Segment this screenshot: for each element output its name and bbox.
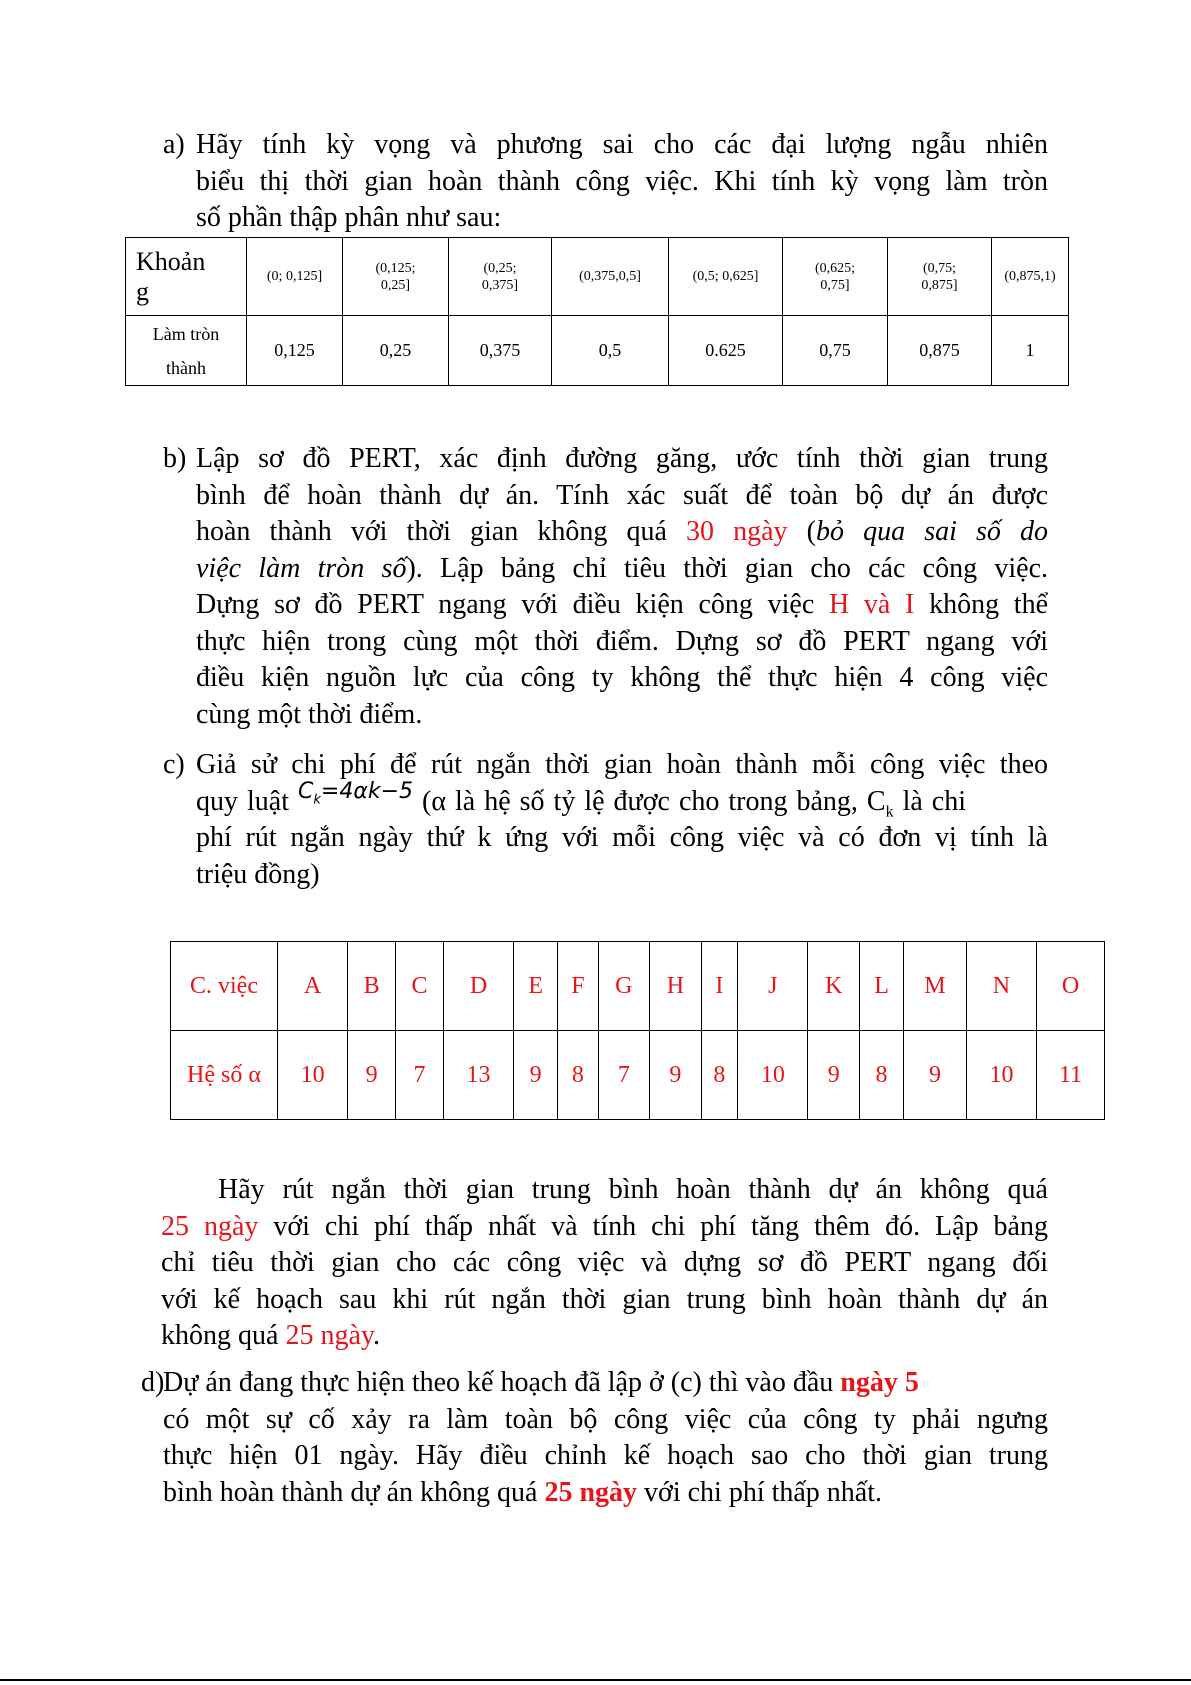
- italic-note: bỏ qua sai số do: [815, 516, 1048, 547]
- rounding-header-cell: [126, 238, 247, 316]
- deadline-25-days: 25 ngày: [161, 1210, 259, 1242]
- part-c-cont-line: chỉ tiêu thời gian cho các công việc và dựng sơ đồ PERT ngang đối: [161, 1247, 1048, 1278]
- text: ). Lập bảng chỉ tiêu thời gian cho các công việc.: [406, 552, 1048, 584]
- formula-c: C: [298, 778, 314, 804]
- interval-cell: [449, 238, 552, 316]
- part-c-line: [196, 778, 1048, 821]
- tasks-h-i: H và I: [828, 589, 915, 620]
- interval-cell: [783, 238, 888, 316]
- alpha-value: 10: [966, 1031, 1036, 1120]
- task-name: N: [966, 942, 1036, 1031]
- header-label-2: g: [136, 276, 149, 306]
- text: không thể: [914, 589, 1049, 620]
- interval-text: (0,5; 0,625]: [692, 269, 759, 284]
- part-b-line: [196, 514, 1048, 551]
- task-name: D: [443, 942, 513, 1031]
- part-b-text: [196, 441, 1048, 733]
- alpha-value: 9: [514, 1031, 558, 1120]
- alpha-value: 7: [598, 1031, 650, 1120]
- alpha-value: 10: [738, 1031, 808, 1120]
- task-name: G: [598, 942, 650, 1031]
- interval-cell: [247, 238, 343, 316]
- alpha-value: 10: [278, 1031, 348, 1120]
- alpha-value: 8: [860, 1031, 904, 1120]
- alpha-value: 8: [701, 1031, 738, 1120]
- round-label-2: thành: [166, 357, 206, 378]
- part-b-line: bình để hoàn thành dự án. Tính xác suất để toàn bộ dự án được: [196, 479, 1048, 511]
- part-c-cont-line: [161, 1209, 1048, 1246]
- interval-text: (0,25;: [483, 260, 517, 276]
- text: hoàn thành với thời gian không quá: [196, 516, 686, 547]
- part-c-text: [196, 747, 1048, 893]
- alpha-value: 9: [650, 1031, 702, 1120]
- part-a-line: biểu thị thời gian hoàn thành công việc. Khi tính kỳ vọng làm tròn: [196, 165, 1048, 197]
- task-name: F: [558, 942, 598, 1031]
- task-name: E: [514, 942, 558, 1031]
- rounded-value: 0,5: [552, 316, 669, 386]
- deadline-25-days: 25 ngày: [544, 1476, 638, 1508]
- text: với chi phí thấp nhất và tính chi phí tăng thêm đó. Lập bảng: [258, 1210, 1048, 1242]
- interval-text: 0,375]: [481, 277, 519, 293]
- part-d-label: d): [141, 1367, 165, 1398]
- task-name: L: [860, 942, 904, 1031]
- formula-sub: k: [313, 791, 321, 807]
- task-name: A: [278, 942, 348, 1031]
- part-d-line: [163, 1365, 1048, 1402]
- alpha-row-label: Hệ số α: [171, 1031, 278, 1120]
- text: không quá: [161, 1320, 286, 1351]
- interval-text: (0; 0,125]: [266, 269, 323, 284]
- footer-divider: [0, 1679, 1191, 1681]
- task-name: B: [348, 942, 396, 1031]
- formula-rest: =4αk−5: [320, 778, 414, 804]
- interval-text: (0,375,0,5]: [579, 269, 641, 284]
- alpha-value: 9: [904, 1031, 967, 1120]
- part-d-line: [163, 1475, 1048, 1512]
- alpha-value: 8: [558, 1031, 598, 1120]
- part-c-cont-line: [161, 1318, 1048, 1355]
- alpha-value: 9: [808, 1031, 860, 1120]
- italic-note: việc làm tròn số: [196, 552, 407, 584]
- part-c-cont-text: [161, 1172, 1048, 1355]
- task-name: C: [396, 942, 444, 1031]
- task-row: [171, 942, 1105, 1031]
- interval-cell: [992, 238, 1069, 316]
- interval-cell: [888, 238, 992, 316]
- round-label-cell: [126, 316, 247, 386]
- task-name: K: [808, 942, 860, 1031]
- deadline-30-days: 30 ngày: [686, 516, 788, 547]
- interval-cell: [343, 238, 449, 316]
- text: .: [373, 1320, 381, 1351]
- cost-formula: [298, 778, 414, 807]
- deadline-25-days: 25 ngày: [285, 1320, 374, 1351]
- interval-cell: [669, 238, 783, 316]
- text: (α là hệ số tỷ lệ được cho trong bảng, C: [413, 785, 886, 817]
- alpha-table: [170, 941, 1105, 1120]
- rounding-table: [125, 237, 1069, 386]
- text: là chi: [893, 785, 966, 817]
- rounded-value: 0,375: [449, 316, 552, 386]
- alpha-value: 7: [396, 1031, 444, 1120]
- alpha-value: 9: [348, 1031, 396, 1120]
- interval-text: (0,125;: [375, 260, 416, 276]
- rounded-value: 0,75: [783, 316, 888, 386]
- part-b-line: cùng một thời điểm.: [196, 698, 423, 730]
- alpha-value: 13: [443, 1031, 513, 1120]
- rounded-value: 1: [992, 316, 1069, 386]
- rounding-table-header-row: [126, 238, 1069, 316]
- part-c-line: triệu đồng): [196, 858, 320, 890]
- interval-text: (0,75;: [922, 260, 957, 276]
- text: Dựng sơ đồ PERT ngang với điều kiện công việc: [196, 589, 829, 620]
- ck-sub: k: [885, 803, 894, 821]
- interval-cell: [552, 238, 669, 316]
- interval-text: (0,875,1): [1004, 269, 1056, 284]
- rounded-value: 0,125: [247, 316, 343, 386]
- interval-text: 0,25]: [380, 277, 411, 293]
- text: Dự án đang thực hiện theo kế hoạch đã lập ở (c) thì vào đầu: [163, 1367, 841, 1398]
- rounded-value: 0,875: [888, 316, 992, 386]
- text: (: [787, 516, 816, 547]
- day-5: ngày 5: [840, 1367, 919, 1398]
- part-a-line: Hãy tính kỳ vọng và phương sai cho các đại lượng ngẫu nhiên: [196, 129, 1048, 160]
- part-a-text: [196, 127, 1048, 237]
- interval-text: (0,625;: [814, 260, 856, 276]
- task-name: O: [1037, 942, 1105, 1031]
- rounding-table-value-row: [126, 316, 1069, 386]
- part-d-text: [163, 1365, 1048, 1511]
- part-d-line: thực hiện 01 ngày. Hãy điều chỉnh kế hoạch sao cho thời gian trung: [163, 1440, 1048, 1471]
- text: quy luật: [196, 785, 298, 817]
- part-c-line: phí rút ngắn ngày thứ k ứng với mỗi công việc và có đơn vị tính là: [196, 822, 1048, 853]
- round-label-1: Làm tròn: [152, 323, 220, 344]
- task-name: I: [701, 942, 738, 1031]
- part-c-line: Giả sử chi phí để rút ngắn thời gian hoàn thành mỗi công việc theo: [196, 749, 1048, 780]
- part-d-line: có một sự cố xảy ra làm toàn bộ công việc của công ty phải ngưng: [163, 1403, 1048, 1435]
- task-name: M: [904, 942, 967, 1031]
- header-label-1: Khoản: [136, 246, 206, 276]
- alpha-row: [171, 1031, 1105, 1120]
- part-b-label: b): [163, 443, 187, 474]
- part-b-line: thực hiện trong cùng một thời điểm. Dựng sơ đồ PERT ngang với: [196, 625, 1048, 657]
- interval-text: 0,75]: [820, 277, 850, 293]
- interval-text: 0,875]: [921, 277, 958, 293]
- text: với chi phí thấp nhất.: [637, 1476, 883, 1508]
- part-c-cont-line: Hãy rút ngắn thời gian trung bình hoàn thành dự án không quá: [218, 1174, 1048, 1205]
- part-c-label: c): [163, 749, 185, 780]
- rounded-value: 0,25: [343, 316, 449, 386]
- task-name: J: [738, 942, 808, 1031]
- part-a-line: số phần thập phân như sau:: [196, 202, 502, 233]
- part-b-line: [196, 551, 1048, 588]
- rounded-value: 0.625: [669, 316, 783, 386]
- part-b-line: Lập sơ đồ PERT, xác định đường găng, ước tính thời gian trung: [196, 443, 1048, 474]
- text: bình hoàn thành dự án không quá: [163, 1476, 545, 1508]
- alpha-value: 11: [1037, 1031, 1105, 1120]
- part-b-line: điều kiện nguồn lực của công ty không thể thực hiện 4 công việc: [196, 662, 1048, 693]
- part-a-label: a): [163, 129, 185, 160]
- part-b-line: [196, 587, 1048, 624]
- part-c-cont-line: với kế hoạch sau khi rút ngắn thời gian trung bình hoàn thành dự án: [161, 1283, 1048, 1315]
- task-name: H: [650, 942, 702, 1031]
- task-row-label: C. việc: [171, 942, 278, 1031]
